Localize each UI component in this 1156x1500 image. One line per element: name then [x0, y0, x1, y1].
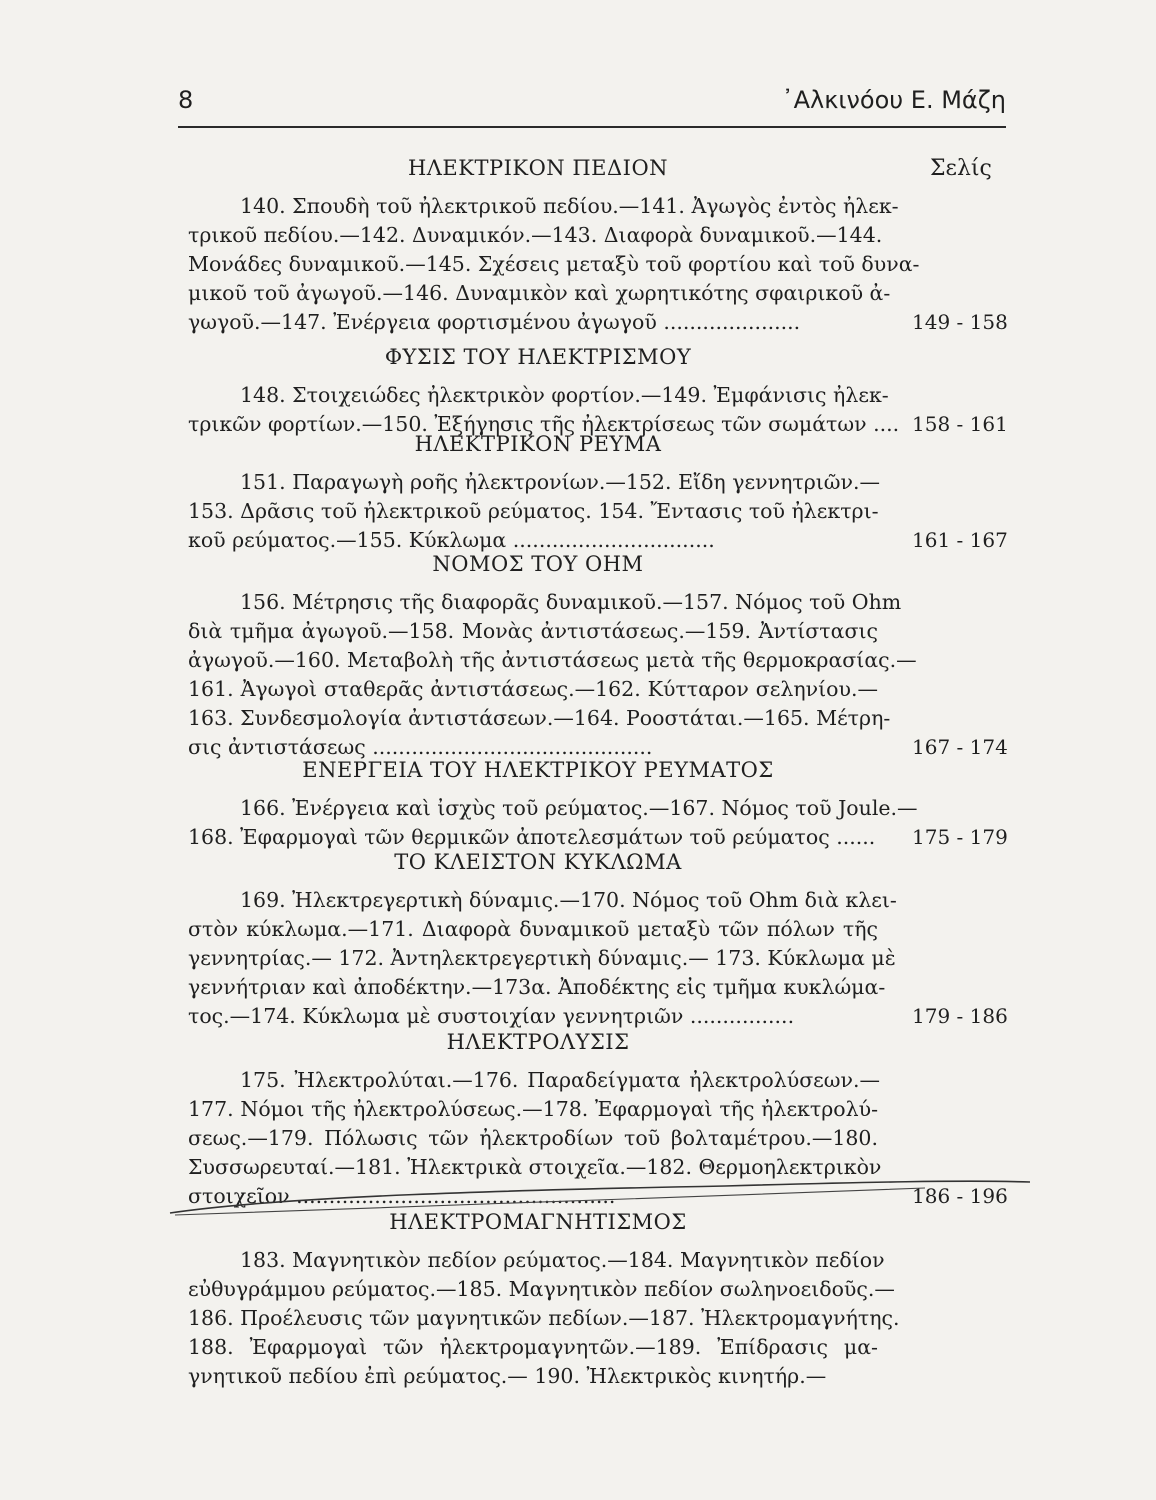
- section-heading: ΦΥΣΙΣ ΤΟΥ ΗΛΕΚΤΡΙΣΜΟΥ: [384, 345, 692, 369]
- entry-line: 153. Δρᾶσις τοῦ ἠλεκτρικοῦ ρεύματος. 154. Ἔντασις τοῦ ἠλεκτρι-: [188, 499, 879, 523]
- entry-line: σις ἀντιστάσεως ...........................................: [188, 735, 653, 759]
- page-range: 161 - 167: [912, 528, 1008, 552]
- entry-line: 169. Ἠλεκτρεγερτικὴ δύναμις.—170. Νόμος τοῦ Ohm διὰ κλει-: [240, 888, 897, 912]
- page-range: 175 - 179: [912, 825, 1008, 849]
- entry-line: μικοῦ τοῦ ἀγωγοῦ.—146. Δυναμικὸν καὶ χωρητικότης σφαιρικοῦ ἀ-: [188, 281, 891, 305]
- section-heading: ΗΛΕΚΤΡΙΚΟΝ ΠΕΔΙΟΝ: [407, 156, 669, 180]
- entry-line: γεννητρίας.— 172. Ἀντηλεκτρεγερτικὴ δύναμις.— 173. Κύκλωμα μὲ: [188, 946, 896, 970]
- entry-line: Συσσωρευταί.—181. Ἠλεκτρικὰ στοιχεῖα.—182. Θερμοηλεκτρικὸν: [188, 1155, 882, 1179]
- entry-line: γνητικοῦ πεδίου ἐπὶ ρεύματος.— 190. Ἠλεκτρικὸς κινητήρ.—: [188, 1364, 827, 1388]
- page-range: 179 - 186: [912, 1004, 1008, 1028]
- entry-line: διὰ τμῆμα ἀγωγοῦ.—158. Μονὰς ἀντιστάσεως.—159. Ἀντίστασις: [188, 619, 878, 643]
- page-header: [178, 86, 1006, 126]
- entry-line: εὐθυγράμμου ρεύματος.—185. Μαγνητικὸν πεδίον σωληνοειδοῦς.—: [188, 1277, 895, 1301]
- entry-line: στοιχεῖον .................................................: [188, 1184, 616, 1208]
- section-heading: ΗΛΕΚΤΡΟΜΑΓΝΗΤΙΣΜΟΣ: [389, 1210, 687, 1234]
- entry-line: 188. Ἐφαρμογαὶ τῶν ἠλεκτρομαγνητῶν.—189. Ἐπίδρασις μα-: [188, 1335, 878, 1359]
- entry-line: τρικοῦ πεδίου.—142. Δυναμικόν.—143. Διαφορὰ δυναμικοῦ.—144.: [188, 223, 883, 247]
- section-heading: ΕΝΕΡΓΕΙΑ ΤΟΥ ΗΛΕΚΤΡΙΚΟΥ ΡΕΥΜΑΤΟΣ: [302, 758, 774, 782]
- entry-line: γωγοῦ.—147. Ἐνέργεια φορτισμένου ἀγωγοῦ .....................: [188, 310, 801, 334]
- entry-line: 177. Νόμοι τῆς ἠλεκτρολύσεως.—178. Ἐφαρμογαὶ τῆς ἠλεκτρολύ-: [188, 1097, 878, 1121]
- section-heading: ΤΟ ΚΛΕΙΣΤΟΝ ΚΥΚΛΩΜΑ: [394, 850, 682, 874]
- entry-line: 168. Ἐφαρμογαὶ τῶν θερμικῶν ἀποτελεσμάτων τοῦ ρεύματος ......: [188, 825, 876, 849]
- entry-line: 175. Ἠλεκτρολύται.—176. Παραδείγματα ἠλεκτρολύσεων.—: [240, 1068, 880, 1092]
- section-heading: ΗΛΕΚΤΡΙΚΟΝ ΡΕΥΜΑ: [414, 432, 662, 456]
- section-heading: ΗΛΕΚΤΡΟΛΥΣΙΣ: [446, 1030, 630, 1054]
- entry-line: τρικῶν φορτίων.—150. Ἐξήγησις τῆς ἠλεκτρίσεως τῶν σωμάτων ....: [188, 412, 900, 436]
- entry-line: 166. Ἐνέργεια καὶ ἰσχὺς τοῦ ρεύματος.—167. Νόμος τοῦ Joule.—: [240, 796, 918, 820]
- entry-line: στὸν κύκλωμα.—171. Διαφορὰ δυναμικοῦ μεταξὺ τῶν πόλων τῆς: [188, 917, 878, 941]
- entry-line: 148. Στοιχειώδες ἠλεκτρικὸν φορτίον.—149. Ἐμφάνισις ἠλεκ-: [240, 383, 889, 407]
- entry-line: 140. Σπουδὴ τοῦ ἠλεκτρικοῦ πεδίου.—141. Ἀγωγὸς ἐντὸς ἠλεκ-: [240, 194, 899, 218]
- entry-line: ἀγωγοῦ.—160. Μεταβολὴ τῆς ἀντιστάσεως μετὰ τῆς θερμοκρασίας.—: [188, 648, 917, 672]
- page-range: 158 - 161: [912, 412, 1008, 436]
- entry-line: Μονάδες δυναμικοῦ.—145. Σχέσεις μεταξὺ τοῦ φορτίου καὶ τοῦ δυνα-: [188, 252, 920, 276]
- page-range: 149 - 158: [912, 310, 1008, 334]
- entry-line: κοῦ ρεύματος.—155. Κύκλωμα ...............................: [188, 528, 715, 552]
- entry-line: 156. Μέτρησις τῆς διαφορᾶς δυναμικοῦ.—157. Νόμος τοῦ Ohm: [240, 590, 902, 614]
- entry-line: γεννήτριαν καὶ ἀποδέκτην.—173α. Ἀποδέκτης εἰς τμῆμα κυκλώμα-: [188, 975, 886, 999]
- page-range: 167 - 174: [912, 735, 1008, 759]
- entry-line: 186. Προέλευσις τῶν μαγνητικῶν πεδίων.—187. Ἠλεκτρομαγνήτης.: [188, 1306, 900, 1330]
- running-title: ᾿Αλκινόου Ε. Μάζη: [781, 86, 1006, 114]
- entry-line: τος.—174. Κύκλωμα μὲ συστοιχίαν γεννητριῶν ................: [188, 1004, 795, 1028]
- pages-column-label: Σελίς: [930, 156, 992, 181]
- section-heading: ΝΟΜΟΣ ΤΟΥ ΟΗΜ: [432, 552, 644, 576]
- entry-line: 151. Παραγωγὴ ροῆς ἠλεκτρονίων.—152. Εἴδη γεννητριῶν.—: [240, 470, 880, 494]
- entry-line: σεως.—179. Πόλωσις τῶν ἠλεκτροδίων τοῦ βολταμέτρου.—180.: [188, 1126, 878, 1150]
- entry-line: 163. Συνδεσμολογία ἀντιστάσεων.—164. Ροοστάται.—165. Μέτρη-: [188, 706, 891, 730]
- entry-line: 183. Μαγνητικὸν πεδίον ρεύματος.—184. Μαγνητικὸν πεδίον: [240, 1248, 885, 1272]
- page-number: 8: [178, 86, 194, 114]
- header-rule: [178, 126, 1006, 128]
- entry-line: 161. Ἀγωγοὶ σταθερᾶς ἀντιστάσεως.—162. Κύτταρον σεληνίου.—: [188, 677, 878, 701]
- page-range: 186 - 196: [912, 1184, 1008, 1208]
